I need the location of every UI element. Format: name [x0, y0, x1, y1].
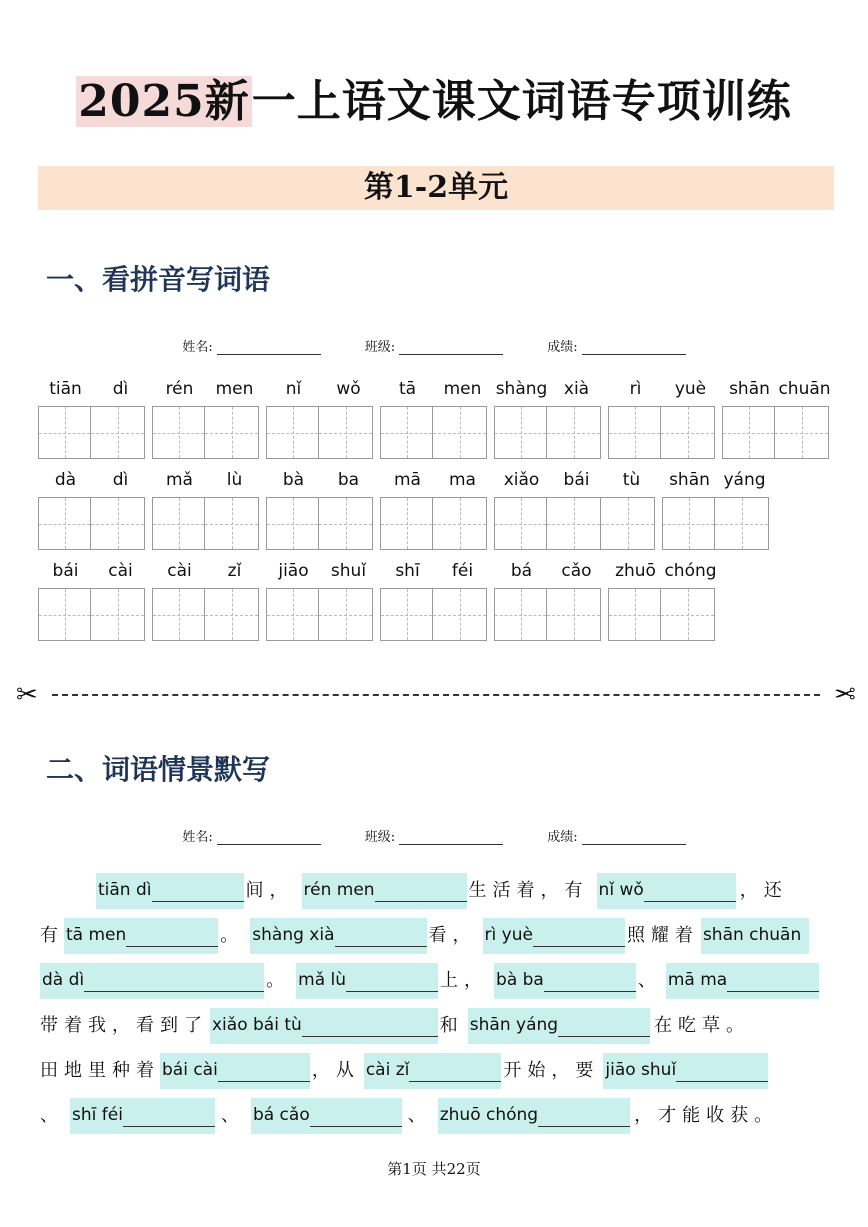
- passage-text: 和: [439, 1015, 464, 1036]
- writing-box[interactable]: [38, 406, 91, 459]
- writing-box[interactable]: [91, 588, 145, 641]
- writing-box[interactable]: [152, 588, 205, 641]
- writing-box[interactable]: [608, 406, 661, 459]
- writing-box[interactable]: [494, 406, 547, 459]
- word-cell: [380, 372, 494, 463]
- pinyin-syllable: dì: [112, 470, 129, 490]
- writing-boxes: [608, 406, 722, 459]
- word-cell: [152, 372, 266, 463]
- pinyin-syllable: cài: [108, 561, 133, 581]
- word-cell: [266, 463, 380, 554]
- pinyin-syllable: zhuō: [615, 561, 656, 581]
- pinyin-row: [380, 372, 494, 406]
- pinyin-syllable: yáng: [723, 470, 766, 490]
- writing-box[interactable]: [433, 497, 487, 550]
- pinyin-syllable: bái: [563, 470, 590, 490]
- pinyin-syllable: dà: [54, 470, 77, 490]
- writing-box[interactable]: [205, 497, 259, 550]
- pinyin-row: [494, 463, 662, 497]
- pinyin-syllable: cǎo: [561, 561, 592, 581]
- answer-blank[interactable]: shàng xià: [250, 918, 426, 954]
- word-cell: [608, 372, 722, 463]
- score-field[interactable]: [547, 336, 685, 355]
- writing-box[interactable]: [319, 497, 373, 550]
- score-label: 成绩:: [547, 340, 578, 355]
- pinyin-syllable: xiǎo: [503, 470, 540, 490]
- passage-text: ，从: [311, 1060, 360, 1081]
- writing-boxes: [38, 497, 152, 550]
- pinyin-syllable: chuān: [778, 379, 831, 399]
- writing-boxes: [494, 588, 608, 641]
- writing-box[interactable]: [205, 406, 259, 459]
- pinyin-row: [266, 554, 380, 588]
- answer-blank[interactable]: shī féi: [70, 1098, 215, 1134]
- pinyin-row: [722, 372, 836, 406]
- writing-boxes: [38, 588, 152, 641]
- writing-box[interactable]: [319, 588, 373, 641]
- pinyin-row: [380, 554, 494, 588]
- name-field[interactable]: [182, 826, 320, 845]
- word-cell: [380, 554, 494, 645]
- pinyin-syllable: yuè: [674, 379, 707, 399]
- pinyin-syllable: xià: [563, 379, 590, 399]
- pinyin-row: [494, 554, 608, 588]
- pinyin-syllable: zǐ: [227, 561, 242, 581]
- passage-text: 田地里种着: [40, 1060, 160, 1081]
- writing-box[interactable]: [775, 406, 829, 459]
- pinyin-row: [608, 554, 722, 588]
- pinyin-syllable: bái: [52, 561, 79, 581]
- writing-box[interactable]: [205, 588, 259, 641]
- pinyin-syllable: rì: [629, 379, 642, 399]
- pinyin-syllable: tiān: [49, 379, 82, 399]
- passage-text: 、: [637, 970, 662, 991]
- passage-line: [40, 1048, 830, 1093]
- passage-line: [40, 913, 830, 958]
- pinyin-row: [266, 372, 380, 406]
- scissors-icon: ✂: [834, 680, 856, 710]
- cut-line: [16, 680, 856, 710]
- word-cell: [152, 554, 266, 645]
- pinyin-row: [38, 554, 152, 588]
- writing-box[interactable]: [608, 588, 661, 641]
- writing-box[interactable]: [380, 497, 433, 550]
- word-cell: [38, 372, 152, 463]
- name-field[interactable]: [182, 336, 320, 355]
- answer-blank[interactable]: xiǎo bái tù: [210, 1008, 438, 1044]
- score-field[interactable]: [547, 826, 685, 845]
- passage-text: 带着我，看到了: [40, 1015, 208, 1036]
- writing-box[interactable]: [91, 497, 145, 550]
- title-highlight: 2025新: [78, 76, 250, 127]
- writing-box[interactable]: [547, 588, 601, 641]
- passage-text: 照耀着: [626, 925, 699, 946]
- pinyin-syllable: mǎ: [166, 470, 193, 490]
- info-row-1: [0, 336, 868, 355]
- pinyin-syllable: jiāo: [278, 561, 309, 581]
- writing-boxes: [152, 588, 266, 641]
- answer-blank[interactable]: shān chuān: [701, 918, 809, 954]
- passage-text: 开始，要: [503, 1060, 600, 1081]
- pinyin-syllable: men: [215, 379, 254, 399]
- pinyin-syllable: tù: [622, 470, 641, 490]
- writing-boxes: [266, 497, 380, 550]
- score-line[interactable]: [582, 830, 686, 845]
- writing-box[interactable]: [319, 406, 373, 459]
- passage-text: 。: [266, 970, 291, 991]
- passage-line: [40, 868, 830, 913]
- pinyin-syllable: lù: [226, 470, 243, 490]
- pinyin-syllable: shàng: [495, 379, 548, 399]
- writing-boxes: [380, 497, 494, 550]
- answer-blank[interactable]: nǐ wǒ: [597, 873, 736, 909]
- writing-boxes: [380, 406, 494, 459]
- answer-blank[interactable]: tā men: [64, 918, 218, 954]
- passage-text: 、: [220, 1105, 245, 1126]
- writing-box[interactable]: [661, 406, 715, 459]
- writing-box[interactable]: [38, 588, 91, 641]
- writing-box[interactable]: [152, 406, 205, 459]
- section1-title: 一、看拼音写词语: [46, 263, 271, 296]
- word-cell: [608, 554, 722, 645]
- pinyin-syllable: ma: [449, 470, 476, 490]
- writing-box[interactable]: [433, 588, 487, 641]
- fill-in-passage: [40, 868, 830, 1138]
- writing-boxes: [494, 497, 662, 550]
- name-line[interactable]: [217, 340, 321, 355]
- pinyin-syllable: ba: [337, 470, 360, 490]
- grid-row: [38, 372, 838, 463]
- answer-blank[interactable]: tiān dì: [96, 873, 244, 909]
- pinyin-syllable: cài: [167, 561, 192, 581]
- pinyin-syllable: bá: [510, 561, 533, 581]
- answer-blank[interactable]: bà ba: [494, 963, 636, 999]
- passage-text: 有: [40, 925, 64, 946]
- section2-title: 二、词语情景默写: [46, 753, 271, 786]
- answer-blank[interactable]: bái cài: [160, 1053, 310, 1089]
- writing-box[interactable]: [91, 406, 145, 459]
- pinyin-syllable: chóng: [664, 561, 717, 581]
- pinyin-syllable: men: [443, 379, 482, 399]
- answer-blank[interactable]: dà dì: [40, 963, 264, 999]
- page-footer: 第1页 共22页: [387, 1160, 481, 1178]
- writing-box[interactable]: [494, 588, 547, 641]
- writing-boxes: [152, 406, 266, 459]
- pinyin-syllable: nǐ: [285, 379, 302, 399]
- writing-box[interactable]: [722, 406, 775, 459]
- writing-box[interactable]: [547, 497, 601, 550]
- score-line[interactable]: [582, 340, 686, 355]
- pinyin-row: [494, 372, 608, 406]
- word-cell: [38, 554, 152, 645]
- pinyin-syllable: shuǐ: [330, 561, 367, 581]
- info-row-2: [0, 826, 868, 845]
- writing-box[interactable]: [266, 497, 319, 550]
- pinyin-syllable: shān: [669, 470, 710, 490]
- pinyin-row: [152, 372, 266, 406]
- class-field[interactable]: [365, 826, 503, 845]
- writing-boxes: [608, 588, 722, 641]
- writing-boxes: [494, 406, 608, 459]
- answer-blank[interactable]: rén men: [302, 873, 467, 909]
- passage-text: 、: [407, 1105, 432, 1126]
- answer-blank[interactable]: mǎ lù: [296, 963, 438, 999]
- word-cell: [266, 372, 380, 463]
- writing-boxes: [266, 406, 380, 459]
- word-cell: [380, 463, 494, 554]
- passage-text: 上，: [440, 970, 489, 991]
- passage-text: 看，: [428, 925, 477, 946]
- pinyin-syllable: wǒ: [336, 379, 361, 399]
- writing-box[interactable]: [266, 406, 319, 459]
- writing-box[interactable]: [38, 497, 91, 550]
- class-line[interactable]: [399, 830, 503, 845]
- score-label: 成绩:: [547, 830, 578, 845]
- pinyin-row: [152, 463, 266, 497]
- passage-text: ，才能收获。: [634, 1105, 779, 1126]
- pinyin-syllable: shī: [395, 561, 420, 581]
- writing-box[interactable]: [380, 588, 433, 641]
- scissors-icon: ✂: [16, 680, 38, 710]
- writing-grid: [38, 372, 838, 645]
- passage-line: [40, 1003, 830, 1048]
- writing-box[interactable]: [494, 497, 547, 550]
- class-label: 班级:: [364, 340, 396, 355]
- title-rest: 一上语文课文词语专项训练: [251, 76, 792, 127]
- pinyin-syllable: bà: [282, 470, 305, 490]
- pinyin-syllable: mā: [394, 470, 421, 490]
- answer-blank[interactable]: shān yáng: [468, 1008, 650, 1044]
- answer-blank[interactable]: cài zǐ: [364, 1053, 502, 1089]
- unit-banner: 第1-2单元: [38, 166, 834, 210]
- word-cell: [494, 372, 608, 463]
- grid-row: [38, 463, 838, 554]
- writing-box[interactable]: [380, 406, 433, 459]
- pinyin-row: [152, 554, 266, 588]
- writing-boxes: [662, 497, 776, 550]
- writing-box[interactable]: [601, 497, 655, 550]
- pinyin-syllable: rén: [165, 379, 194, 399]
- pinyin-syllable: féi: [451, 561, 474, 581]
- pinyin-syllable: shān: [729, 379, 770, 399]
- pinyin-row: [662, 463, 776, 497]
- answer-blank[interactable]: rì yuè: [483, 918, 625, 954]
- passage-text: 间，: [245, 880, 294, 901]
- class-field[interactable]: [365, 336, 503, 355]
- writing-box[interactable]: [266, 588, 319, 641]
- pinyin-row: [266, 463, 380, 497]
- pinyin-row: [38, 463, 152, 497]
- passage-text: 。: [220, 925, 245, 946]
- writing-boxes: [380, 588, 494, 641]
- name-line[interactable]: [217, 830, 321, 845]
- writing-box[interactable]: [662, 497, 715, 550]
- writing-box[interactable]: [547, 406, 601, 459]
- pinyin-syllable: tā: [398, 379, 417, 399]
- pinyin-syllable: dì: [112, 379, 129, 399]
- passage-text: 生活着，有: [468, 880, 589, 901]
- name-label: 姓名:: [182, 340, 213, 355]
- word-cell: [266, 554, 380, 645]
- pinyin-row: [380, 463, 494, 497]
- pinyin-row: [608, 372, 722, 406]
- answer-blank[interactable]: mā ma: [666, 963, 819, 999]
- writing-box[interactable]: [661, 588, 715, 641]
- writing-box[interactable]: [433, 406, 487, 459]
- word-cell: [494, 463, 662, 554]
- passage-text: 、: [40, 1105, 64, 1126]
- dashed-divider: [52, 694, 820, 696]
- writing-box[interactable]: [715, 497, 769, 550]
- grid-row: [38, 554, 838, 645]
- answer-blank[interactable]: jiāo shuǐ: [603, 1053, 768, 1089]
- writing-boxes: [152, 497, 266, 550]
- passage-line: [40, 958, 830, 1003]
- word-cell: [152, 463, 266, 554]
- passage-line: [40, 1093, 830, 1138]
- passage-text: ，还: [739, 880, 788, 901]
- page-title: [0, 72, 868, 132]
- answer-blank[interactable]: bá cǎo: [251, 1098, 402, 1134]
- word-cell: [38, 463, 152, 554]
- word-cell: [722, 372, 836, 463]
- answer-blank[interactable]: zhuō chóng: [438, 1098, 630, 1134]
- pinyin-row: [38, 372, 152, 406]
- name-label: 姓名:: [182, 830, 213, 845]
- writing-boxes: [38, 406, 152, 459]
- writing-box[interactable]: [152, 497, 205, 550]
- class-label: 班级:: [364, 830, 396, 845]
- word-cell: [662, 463, 776, 554]
- writing-boxes: [722, 406, 836, 459]
- writing-boxes: [266, 588, 380, 641]
- word-cell: [494, 554, 608, 645]
- passage-text: 在吃草。: [654, 1015, 751, 1036]
- class-line[interactable]: [399, 340, 503, 355]
